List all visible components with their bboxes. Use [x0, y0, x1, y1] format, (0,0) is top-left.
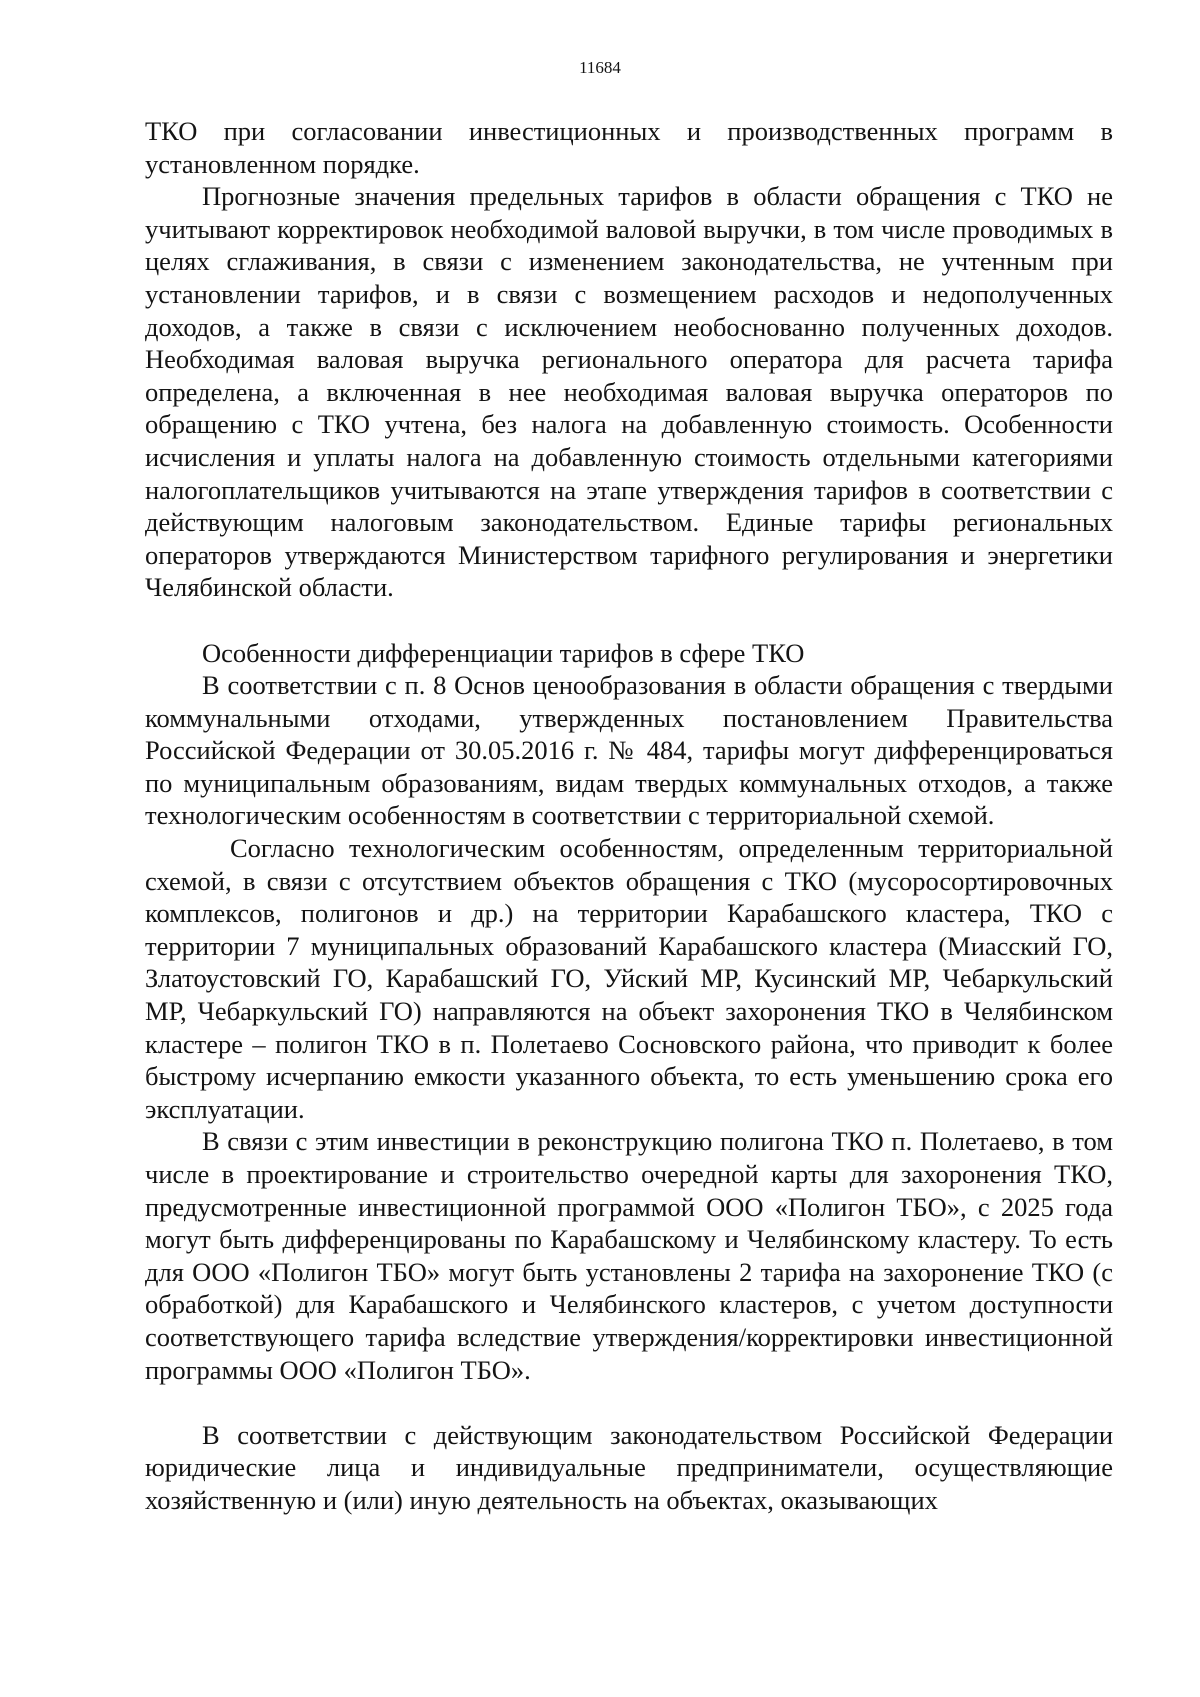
paragraph-continuation: ТКО при согласовании инвестиционных и производственных программ в установленном порядке.: [145, 116, 1113, 179]
paragraph-spacer: [145, 604, 1113, 637]
paragraph-investments: В связи с этим инвестиции в реконструкцию полигона ТКО п. Полетаево, в том числе в проектирование и строительство очередной карты для захоронения ТКО, предусмотренные инвестиционной программой ООО «Полигон ТБО», с 2025 года могут быть дифференцированы по Карабашскому и Челябинскому кластеру. То есть для ООО «Полигон ТБО» могут быть установлены 2 тарифа на захоронение ТКО (с обработкой) для Карабашского и Челябинского кластеров, с учетом доступности соответствующего тарифа вследствие утверждения/корректировки инвестиционной программы ООО «Полигон ТБО».: [145, 1126, 1113, 1385]
section-heading: Особенности дифференциации тарифов в сфере ТКО: [202, 637, 805, 668]
paragraph-pricing-basis: В соответствии с п. 8 Основ ценообразования в области обращения с твердыми коммунальными отходами, утвержденных постановлением Правительства Российской Федерации от 30.05.2016 г. № 484, тарифы могут дифференцироваться по муниципальным образованиям, видам твердых коммунальных отходов, а также технологическим особенностям в соответствии с территориальной схемой.: [145, 670, 1113, 831]
paragraph-legislation: В соответствии с действующим законодательством Российской Федерации юридические лица и индивидуальные предприниматели, осуществляющие хозяйственную и (или) иную деятельность на объектах, оказывающих: [145, 1419, 1113, 1515]
paragraph-spacer: [145, 1386, 1113, 1419]
paragraph-technological-features: Согласно технологическим особенностям, определенным территориальной схемой, в связи с отсутствием объектов обращения с ТКО (мусоросортировочных комплексов, полигонов и др.) на территории Карабашского кластера, ТКО с территории 7 муниципальных образований Карабашского кластера (Миасский ГО, Златоустовский ГО, Карабашский ГО, Уйский МР, Кусинский МР, Чебаркульский МР, Чебаркульский ГО) направляются на объект захоронения ТКО в Челябинском кластере – полигон ТКО в п. Полетаево Сосновского района, что приводит к более быстрому исчерпанию емкости указанного объекта, то есть уменьшению срока его эксплуатации.: [145, 833, 1113, 1124]
document-body: [145, 115, 1113, 1517]
page-number: 11684: [579, 58, 621, 77]
paragraph-forecast-tariffs: Прогнозные значения предельных тарифов в области обращения с ТКО не учитывают корректировок необходимой валовой выручки, в том числе проводимых в целях сглаживания, в связи с изменением законодательства, не учтенным при установлении тарифов, и в связи с возмещением расходов и недополученных доходов, а также в связи с исключением необоснованно полученных доходов. Необходимая валовая выручка регионального оператора для расчета тарифа определена, а включенная в нее необходимая валовая выручка операторов по обращению с ТКО учтена, без налога на добавленную стоимость. Особенности исчисления и уплаты налога на добавленную стоимость отдельными категориями налогоплательщиков учитываются на этапе утверждения тарифов в соответствии с действующим налоговым законодательством. Единые тарифы региональных операторов утверждаются Министерством тарифного регулирования и энергетики Челябинской области.: [145, 181, 1113, 603]
